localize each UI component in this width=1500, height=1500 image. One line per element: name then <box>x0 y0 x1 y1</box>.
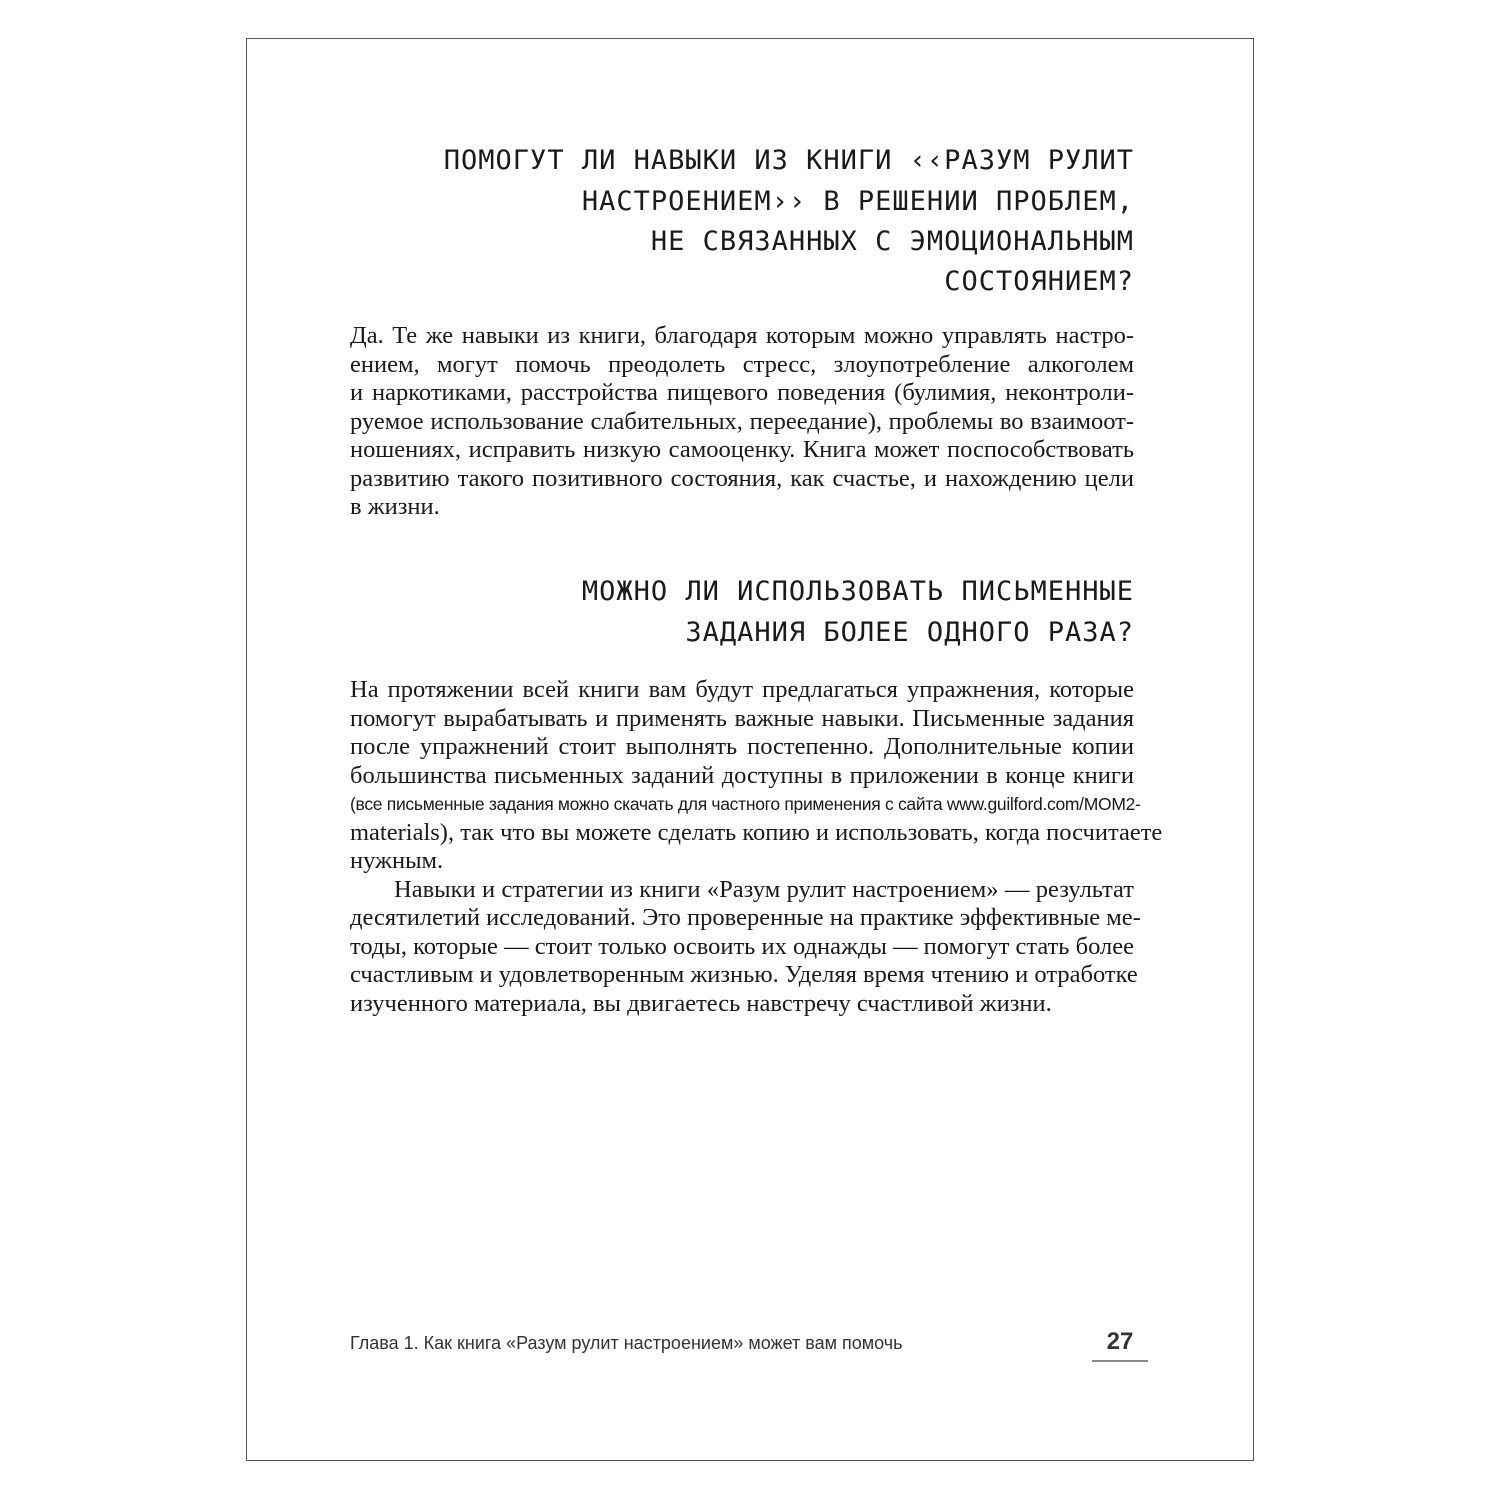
body-line: изученного материала, вы двигаетесь навстречу счастливой жизни. <box>350 990 1052 1017</box>
body-line: и наркотиками, расстройства пищевого поведения (булимия, неконтроли- <box>350 379 1134 406</box>
body-line: Да. Те же навыки из книги, благодаря которым можно управлять настро- <box>350 322 1134 349</box>
body-line: большинства письменных заданий доступны в приложении в конце книги <box>350 762 1134 789</box>
body-line: (все письменные задания можно скачать для частного применения с сайта www.guilford.com/MOM2- <box>350 794 1141 814</box>
body-line: руемое использование слабительных, переедание), проблемы во взаимоот- <box>350 408 1134 435</box>
body-line: помогут вырабатывать и применять важные навыки. Письменные задания <box>350 705 1134 732</box>
body-line: Навыки и стратегии из книги «Разум рулит настроением» — результат <box>394 876 1134 903</box>
body-line: счастливым и удовлетворенным жизнью. Уделяя время чтению и отработке <box>350 961 1138 988</box>
heading-line: ЗАДАНИЯ БОЛЕЕ ОДНОГО РАЗА? <box>685 617 1134 648</box>
body-line: после упражнений стоит выполнять постепенно. Дополнительные копии <box>350 733 1134 760</box>
body-line: ношениях, исправить низкую самооценку. Книга может поспособствовать <box>350 436 1134 463</box>
body-line: в жизни. <box>350 493 440 520</box>
body-line: materials), так что вы можете сделать копию и использовать, когда посчитаете <box>350 819 1163 846</box>
body-line: десятилетий исследований. Это проверенные на практике эффективные ме- <box>350 904 1141 931</box>
body-line: ением, могут помочь преодолеть стресс, злоупотребление алкоголем <box>350 351 1134 378</box>
body-line: тоды, которые — стоит только освоить их однажды — помогут стать более <box>350 933 1134 960</box>
heading-line: ПОМОГУТ ЛИ НАВЫКИ ИЗ КНИГИ ‹‹РАЗУМ РУЛИТ <box>443 145 1134 176</box>
heading-line: СОСТОЯНИЕМ? <box>944 266 1134 297</box>
heading-line: НАСТРОЕНИЕМ›› В РЕШЕНИИ ПРОБЛЕМ, <box>581 186 1134 217</box>
running-footer: Глава 1. Как книга «Разум рулит настроением» может вам помочь <box>350 1333 903 1353</box>
heading-line: МОЖНО ЛИ ИСПОЛЬЗОВАТЬ ПИСЬМЕННЫЕ <box>581 576 1134 607</box>
heading-line: НЕ СВЯЗАННЫХ С ЭМОЦИОНАЛЬНЫМ <box>650 226 1134 257</box>
body-line: На протяжении всей книги вам будут предлагаться упражнения, которые <box>350 676 1134 703</box>
body-line: нужным. <box>350 847 444 874</box>
body-line: развитию такого позитивного состояния, как счастье, и нахождению цели <box>350 465 1134 492</box>
page-number: 27 <box>1092 1328 1148 1362</box>
